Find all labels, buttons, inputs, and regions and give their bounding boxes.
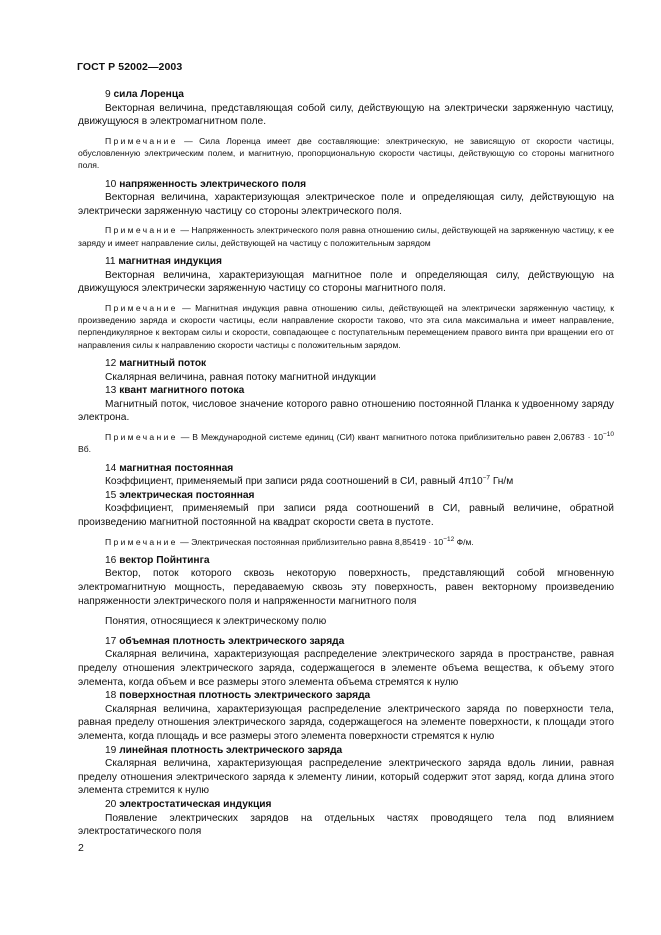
term-number: 20 xyxy=(105,798,117,810)
term-note xyxy=(78,224,614,249)
note-text: — Напряженность электрического поля равна отношению силы, действующей на заряженную частицу, к ее заряду и имеет направление силы, действующей на частицу с положительным зарядом xyxy=(78,225,614,248)
term-name: объемная плотность электрического заряда xyxy=(119,635,345,647)
term-number: 17 xyxy=(105,635,117,647)
term-heading xyxy=(78,255,614,269)
section-title: Понятия, относящиеся к электрическому полю xyxy=(105,616,327,628)
term-number: 15 xyxy=(105,489,117,501)
term-definition: Скалярная величина, характеризующая распределение электрического заряда по поверхности тела, равная пределу отношения электрического заряда, содержащегося на элементе поверхности, к площади этого элемента, когда площадь и все размеры этого элемента поверхности стремятся к нулю xyxy=(78,703,614,742)
term-number: 10 xyxy=(105,178,117,190)
term-heading xyxy=(78,489,614,503)
term-number: 12 xyxy=(105,358,117,370)
term-name: электростатическая индукция xyxy=(119,798,272,810)
term-heading xyxy=(78,689,614,703)
term-note xyxy=(78,431,614,456)
term-name: вектор Пойнтинга xyxy=(119,554,210,566)
note-label: Примечание xyxy=(105,135,178,146)
term-name: линейная плотность электрического заряда xyxy=(119,744,343,756)
definition-text: Коэффициент, применяемый при записи ряда соотношений в СИ, равный 4π10 xyxy=(105,476,483,488)
note-label: Примечание xyxy=(105,536,178,547)
standard-header: ГОСТ Р 52002—2003 xyxy=(77,61,183,73)
term-heading xyxy=(78,554,614,568)
term-heading xyxy=(78,462,614,476)
term-definition: Векторная величина, характеризующая магнитное поле и определяющая силу, действующую на движущуюся электрически заряженную частицу со стороны магнитного поля. xyxy=(78,269,614,295)
note-text: — Электрическая постоянная приблизительно равна 8,85419 · 10 xyxy=(180,536,444,547)
term-number: 16 xyxy=(105,554,117,566)
term-number: 13 xyxy=(105,385,117,397)
note-exponent: −10 xyxy=(602,431,615,439)
term-number: 14 xyxy=(105,462,117,474)
term-definition: Появление электрических зарядов на отдельных частях проводящего тела под влиянием электростатического поля xyxy=(78,812,614,838)
term-definition: Векторная величина, характеризующая электрическое поле и определяющая силу, действующую на электрически заряженную частицу со стороны электрического поля. xyxy=(78,192,614,217)
note-unit: Ф/м. xyxy=(454,536,474,547)
term-heading xyxy=(78,635,614,649)
note-unit: Вб. xyxy=(78,444,92,455)
term-number: 11 xyxy=(105,256,116,268)
term-name: магнитная индукция xyxy=(118,256,222,268)
term-number: 19 xyxy=(105,744,117,756)
note-exponent: −12 xyxy=(443,535,455,543)
note-text: — Сила Лоренца имеет две составляющие: электрическую, не зависящую от скорости частицы, обусловленную электрическим полем, и магнитную, пропорциональную скорости частицы, действующую со стороны магнитного поля. xyxy=(78,135,614,171)
note-label: Примечание xyxy=(105,225,178,236)
term-note xyxy=(78,135,614,172)
term-definition: Скалярная величина, характеризующая распределение электрического заряда вдоль линии, равная пределу отношения электрического заряда к элементу линии, который содержит этот заряд, когда длина этого элемента стремится к нулю xyxy=(78,758,614,797)
term-heading xyxy=(78,384,614,398)
term-note xyxy=(78,536,614,548)
term-name: напряженность электрического поля xyxy=(119,178,307,190)
note-text: — Магнитная индукция равна отношению силы, действующей на электрически заряженную частицу, к произведению заряда и скорости частицы, если направление скорости таково, что эта сила максимальна и имеет направление, перпендикулярное к векторам силы и скорости, совпадающее с поступательным перемещением правого винта при вращении его от направления силы к направлению скорости частицы с положительным зарядом. xyxy=(78,302,614,350)
term-definition xyxy=(78,475,614,489)
term-definition: Магнитный поток, числовое значение которого равно отношению постоянной Планка к удвоенному заряду электрона. xyxy=(78,398,614,424)
note-text: — В Международной системе единиц (СИ) квант магнитного потока приблизительно равен 2,06783 · 10 xyxy=(180,431,603,442)
term-note xyxy=(78,302,614,351)
term-heading xyxy=(78,744,614,758)
definition-exponent: −7 xyxy=(482,474,491,482)
term-name: квант магнитного потока xyxy=(119,385,245,397)
note-label: Примечание xyxy=(105,431,178,442)
page-number: 2 xyxy=(78,842,84,854)
term-name: сила Лоренца xyxy=(113,89,184,100)
note-label: Примечание xyxy=(105,302,178,313)
term-heading xyxy=(78,178,614,192)
term-name: магнитный поток xyxy=(119,358,207,370)
term-definition: Коэффициент, применяемый при записи ряда соотношений в СИ, равный величине, обратной произведению магнитной постоянной на квадрат скорости света в пустоте. xyxy=(78,503,614,528)
document-body xyxy=(78,88,614,839)
term-name: электрическая постоянная xyxy=(119,489,255,501)
term-heading xyxy=(78,798,614,812)
term-name: магнитная постоянная xyxy=(119,462,234,474)
term-definition: Скалярная величина, равная потоку магнитной индукции xyxy=(105,371,376,383)
term-definition: Скалярная величина, характеризующая распределение электрического заряда в пространстве, равная пределу отношения электрического заряда, содержащегося в элементе объема вещества, к объему этого элемента, когда объем и все размеры этого элемента объема стремятся к нулю xyxy=(78,649,614,688)
term-heading xyxy=(78,88,614,102)
term-number: 9 xyxy=(105,89,111,100)
term-definition: Векторная величина, представляющая собой силу, действующую на электрически заряженную частицу, движущуюся в электромагнитном поле. xyxy=(78,102,614,128)
definition-unit: Гн/м xyxy=(490,476,514,488)
term-definition: Вектор, поток которого сквозь некоторую поверхность, представляющий собой мгновенную электромагнитную мощность, передаваемую сквозь эту поверхность, равен векторному произведению напряженности электрического поля и напряженности магнитного поля xyxy=(78,568,614,607)
term-number: 18 xyxy=(105,690,117,702)
term-name: поверхностная плотность электрического заряда xyxy=(119,690,371,702)
term-heading xyxy=(78,357,614,371)
